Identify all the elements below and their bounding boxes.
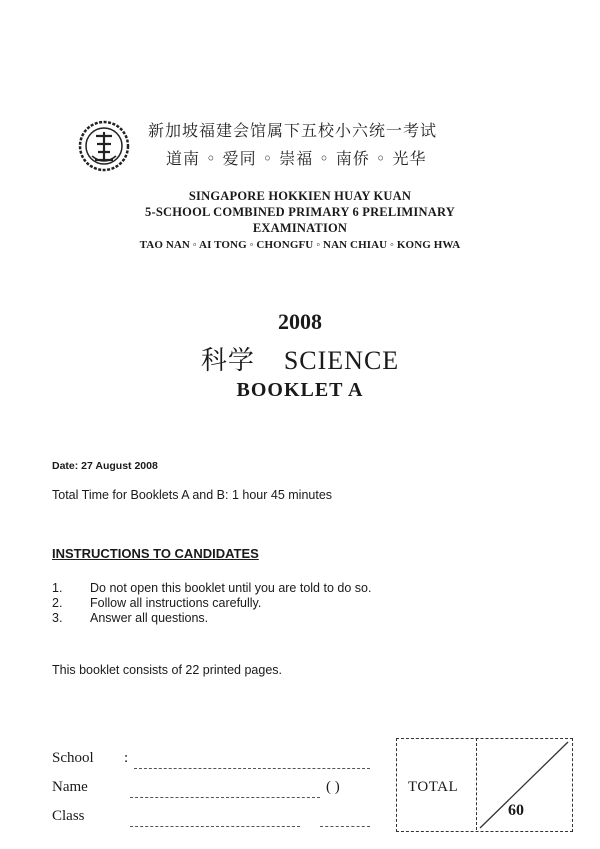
school-colon: :	[124, 750, 129, 766]
school-field[interactable]	[134, 768, 370, 769]
exam-title-line: 5-SCHOOL COMBINED PRIMARY 6 PRELIMINARY	[145, 205, 455, 219]
instruction-item: 1. Do not open this booklet until you are told to do so.	[52, 581, 372, 595]
school-crest-logo	[78, 120, 130, 172]
total-label: TOTAL	[408, 779, 459, 795]
subject-english: SCIENCE	[283, 346, 400, 375]
booklet-label: BOOKLET A	[236, 379, 364, 401]
school-list: TAO NAN ◦ AI TONG ◦ CHONGFU ◦ NAN CHIAU ◦ KONG HWA	[139, 239, 461, 251]
chinese-title: 新加坡福建会馆属下五校小六统一考试	[148, 121, 438, 140]
class-field-extra	[320, 826, 370, 827]
instructions-heading: INSTRUCTIONS TO CANDIDATES	[52, 546, 259, 561]
org-name: SINGAPORE HOKKIEN HUAY KUAN	[188, 189, 412, 203]
name-field[interactable]	[130, 797, 320, 798]
register-number-field[interactable]: ( )	[326, 779, 340, 795]
total-max-score: 60	[508, 802, 524, 819]
name-label: Name	[52, 779, 88, 795]
exam-date: Date: 27 August 2008	[52, 460, 158, 472]
class-field[interactable]	[130, 826, 300, 827]
score-box-diagonal	[478, 740, 570, 830]
score-box-divider	[476, 738, 477, 830]
instruction-item: 2. Follow all instructions carefully.	[52, 596, 262, 610]
school-label: School	[52, 750, 94, 766]
instructions-list	[52, 581, 371, 626]
chinese-school-names: 道南 ◦ 爱同 ◦ 崇福 ◦ 南侨 ◦ 光华	[166, 149, 427, 168]
instruction-item: 3. Answer all questions.	[52, 611, 209, 625]
exam-year: 2008	[278, 309, 322, 334]
total-time: Total Time for Booklets A and B: 1 hour 45 minutes	[52, 488, 333, 502]
exam-title-line-2: EXAMINATION	[252, 221, 348, 235]
page-count-note: This booklet consists of 22 printed pages.	[52, 663, 282, 677]
subject-chinese: 科学	[200, 346, 255, 376]
class-label: Class	[52, 808, 85, 824]
subject-title	[0, 340, 600, 377]
